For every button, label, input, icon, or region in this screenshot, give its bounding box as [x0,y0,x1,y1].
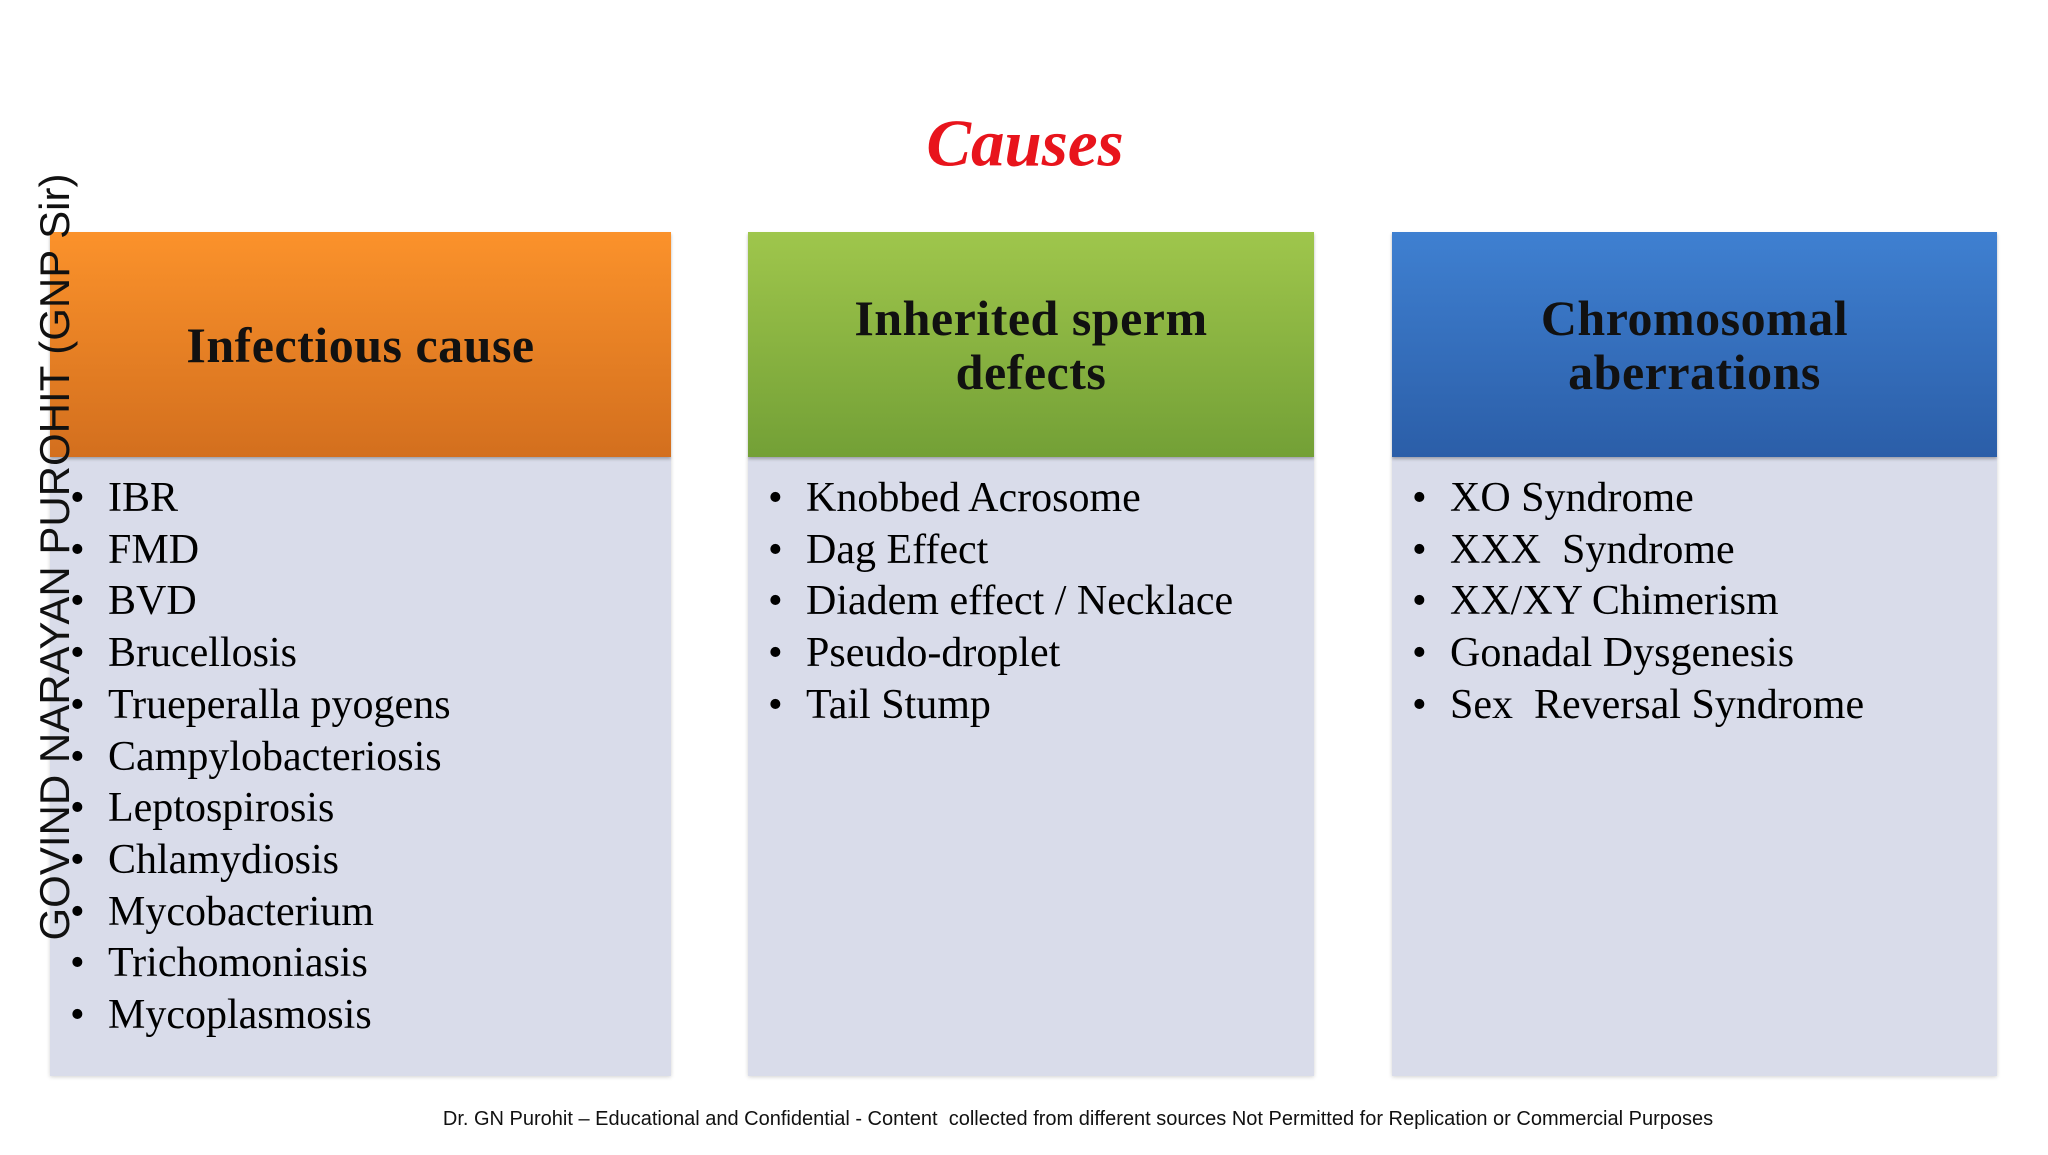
list-item: • Leptospirosis [108,783,671,835]
vertical-author-watermark: GOVIND NARAYAN PUROHIT (GNP Sir) [31,173,78,941]
column-heading-line: Infectious cause [186,316,535,373]
slide-title: Causes [926,106,1124,181]
list-item: • Brucellosis [108,628,671,680]
list-item: • FMD [108,525,671,577]
list-item: • Campylobacteriosis [108,732,671,784]
slide-footer: Dr. GN Purohit – Educational and Confidential - Content collected from different sources Not Permitted for Replication or Commercial Purposes [442,1108,1714,1130]
column-heading-line: Chromosomal [1540,289,1849,346]
column-chromosomal-aberrations [1392,232,1997,1076]
list-item: • Trichomoniasis [108,938,671,990]
list-item: • Diadem effect / Necklace [806,576,1314,628]
list-item: • Sex Reversal Syndrome [1450,680,1997,732]
list-item: • Dag Effect [806,525,1314,577]
column-heading [1541,291,1848,399]
column-body [50,457,671,1076]
cause-list [748,457,1314,732]
list-item: • IBR [108,473,671,525]
list-item: • Mycoplasmosis [108,990,671,1042]
column-heading [854,291,1207,399]
list-item: • Knobbed Acrosome [806,473,1314,525]
cause-list [1392,457,1997,732]
column-heading-line: defects [955,343,1107,400]
list-item: • Trueperalla pyogens [108,680,671,732]
column-heading [186,318,534,372]
column-heading-line: Inherited sperm [854,289,1208,346]
list-item: • Gonadal Dysgenesis [1450,628,1997,680]
list-item: • Pseudo-droplet [806,628,1314,680]
list-item: • Mycobacterium [108,887,671,939]
list-item: • XXX Syndrome [1450,525,1997,577]
column-header [50,232,671,457]
list-item: • Tail Stump [806,680,1314,732]
column-header [1392,232,1997,457]
column-body [748,457,1314,1076]
list-item: • Chlamydiosis [108,835,671,887]
list-item: • XO Syndrome [1450,473,1997,525]
list-item: • XX/XY Chimerism [1450,576,1997,628]
list-item: • BVD [108,576,671,628]
cause-list [50,457,671,1042]
column-body [1392,457,1997,1076]
column-inherited-sperm-defects [748,232,1314,1076]
column-header [748,232,1314,457]
column-infectious-cause [50,232,671,1076]
column-heading-line: aberrations [1568,343,1821,400]
